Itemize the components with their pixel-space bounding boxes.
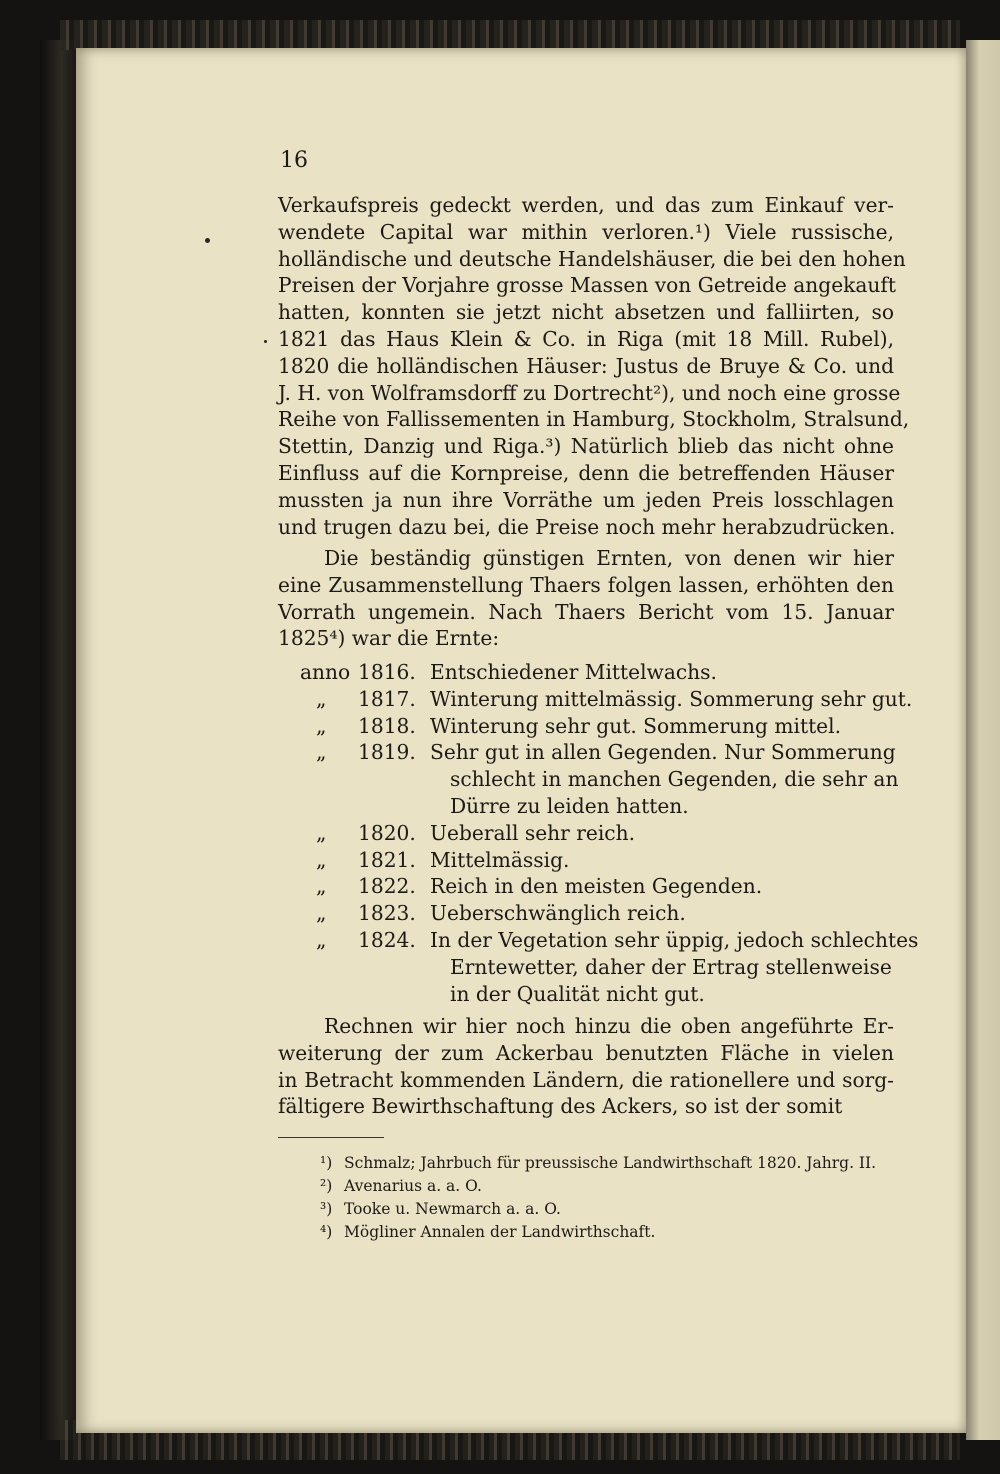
ink-speck bbox=[264, 340, 267, 343]
harvest-description bbox=[430, 739, 899, 819]
ink-speck bbox=[205, 238, 210, 243]
harvest-year: 1818. bbox=[358, 713, 416, 738]
binding-edge-top bbox=[60, 20, 960, 50]
harvest-year: 1816. bbox=[358, 660, 416, 684]
footnote-mark: ²) bbox=[320, 1177, 333, 1195]
footnote bbox=[320, 1198, 876, 1221]
ditto-mark: „ bbox=[316, 740, 327, 765]
ditto-mark: „ bbox=[316, 901, 327, 926]
footnote bbox=[320, 1221, 876, 1244]
harvest-description bbox=[430, 686, 913, 713]
paragraph-3 bbox=[278, 1013, 894, 1120]
text-line: weiterung der zum Ackerbau benutzten Fläche in vielen bbox=[278, 1040, 894, 1065]
text-line: Stettin, Danzig und Riga.³) Natürlich blieb das nicht ohne bbox=[278, 434, 894, 459]
harvest-description bbox=[430, 900, 896, 927]
text-line: holländische und deutsche Handelshäuser, die bei den hohen bbox=[278, 246, 906, 271]
harvest-description bbox=[430, 659, 896, 686]
footnotes bbox=[320, 1152, 876, 1244]
text-line: hatten, konnten sie jetzt nicht absetzen und falliirten, so bbox=[278, 300, 894, 325]
harvest-year: 1820. bbox=[358, 820, 416, 845]
harvest-year: 1819. bbox=[358, 740, 416, 765]
ditto-mark: „ bbox=[316, 874, 327, 899]
harvest-description-line: Winterung sehr gut. Sommerung mittel. bbox=[430, 713, 842, 738]
text-line: Preisen der Vorjahre grosse Massen von Getreide angekauft bbox=[278, 273, 897, 298]
harvest-year: 1824. bbox=[358, 927, 416, 952]
footnote-text: Avenarius a. a. O. bbox=[344, 1177, 482, 1195]
text-line: Die beständig günstigen Ernten, von denen wir hier bbox=[324, 546, 894, 570]
text-line: und trugen dazu bei, die Preise noch mehr herabzudrücken. bbox=[278, 514, 896, 539]
footnote-text: Schmalz; Jahrbuch für preussische Landwirthschaft 1820. Jahrg. II. bbox=[344, 1154, 877, 1172]
harvest-year: 1817. bbox=[358, 686, 416, 711]
book-spine bbox=[40, 40, 76, 1440]
text-line: Reihe von Fallissementen in Hamburg, Stockholm, Stralsund, bbox=[278, 407, 910, 432]
footnote bbox=[320, 1175, 876, 1198]
harvest-description bbox=[430, 820, 896, 847]
harvest-description-line: schlecht in manchen Gegenden, die sehr an bbox=[450, 767, 899, 792]
harvest-description bbox=[430, 847, 896, 874]
harvest-description bbox=[430, 713, 896, 740]
paragraph-1 bbox=[278, 192, 910, 540]
harvest-entry bbox=[280, 686, 913, 713]
harvest-description-line: Winterung mittelmässig. Sommerung sehr gut. bbox=[430, 686, 913, 711]
harvest-description bbox=[430, 927, 919, 1007]
ditto-mark: „ bbox=[316, 847, 327, 872]
harvest-description-line: Ueberschwänglich reich. bbox=[430, 901, 686, 926]
footnote-mark: ¹) bbox=[320, 1154, 333, 1172]
harvest-entry bbox=[280, 713, 896, 740]
harvest-entry bbox=[280, 739, 899, 819]
footnote-text: Mögliner Annalen der Landwirthschaft. bbox=[344, 1223, 656, 1241]
harvest-year: 1821. bbox=[358, 847, 416, 872]
footnote-mark: ⁴) bbox=[320, 1223, 333, 1241]
footnote-mark: ³) bbox=[320, 1200, 333, 1218]
ditto-mark: „ bbox=[316, 927, 327, 952]
harvest-description-line: Entschiedener Mittelwachs. bbox=[430, 660, 717, 684]
text-line: wendete Capital war mithin verloren.¹) Viele russische, bbox=[278, 219, 894, 244]
harvest-description-line: Sehr gut in allen Gegenden. Nur Sommerung bbox=[430, 740, 896, 765]
text-line: in Betracht kommenden Ländern, die rationellere und sorg- bbox=[278, 1067, 894, 1092]
text-line: Einfluss auf die Kornpreise, denn die betreffenden Häuser bbox=[278, 460, 894, 485]
harvest-description-line: Dürre zu leiden hatten. bbox=[450, 793, 689, 818]
text-line: fältigere Bewirthschaftung des Ackers, so ist der somit bbox=[278, 1094, 843, 1119]
harvest-description-line: Erntewetter, daher der Ertrag stellenweise bbox=[450, 954, 892, 979]
anno-label: anno bbox=[300, 660, 351, 684]
ditto-mark: „ bbox=[316, 686, 327, 711]
footnote bbox=[320, 1152, 876, 1175]
harvest-description-line: Mittelmässig. bbox=[430, 847, 570, 872]
harvest-description-line: In der Vegetation sehr üppig, jedoch schlechtes bbox=[430, 927, 919, 952]
text-line: 1821 das Haus Klein & Co. in Riga (mit 18 Mill. Rubel), bbox=[278, 326, 894, 351]
text-line: 1825⁴) war die Ernte: bbox=[278, 626, 500, 651]
text-line: 1820 die holländischen Häuser: Justus de Bruye & Co. und bbox=[278, 353, 894, 378]
text-line: Rechnen wir hier noch hinzu die oben angeführte Er- bbox=[324, 1014, 894, 1038]
text-line: J. H. von Wolframsdorff zu Dortrecht²), und noch eine grosse bbox=[278, 380, 901, 405]
harvest-entry bbox=[280, 659, 896, 686]
harvest-year: 1822. bbox=[358, 874, 416, 899]
harvest-entry bbox=[280, 847, 896, 874]
footnote-text: Tooke u. Newmarch a. a. O. bbox=[344, 1200, 561, 1218]
harvest-entry bbox=[280, 927, 919, 1007]
text-line: mussten ja nun ihre Vorräthe um jeden Preis losschlagen bbox=[278, 487, 894, 512]
ditto-mark: „ bbox=[316, 820, 327, 845]
harvest-list bbox=[280, 659, 919, 1007]
harvest-description-line: Ueberall sehr reich. bbox=[430, 820, 635, 845]
adjacent-page-edge bbox=[966, 40, 1000, 1440]
text-line: Vorrath ungemein. Nach Thaers Bericht vom 15. Januar bbox=[278, 599, 894, 624]
page-number: 16 bbox=[280, 148, 308, 173]
harvest-entry bbox=[280, 873, 896, 900]
text-line: Verkaufspreis gedeckt werden, und das zum Einkauf ver- bbox=[278, 193, 894, 217]
harvest-description bbox=[430, 873, 896, 900]
footnote-rule bbox=[278, 1137, 384, 1138]
ditto-mark: „ bbox=[316, 713, 327, 738]
paragraph-2 bbox=[278, 545, 894, 652]
text-line: eine Zusammenstellung Thaers folgen lassen, erhöhten den bbox=[278, 572, 894, 597]
harvest-entry bbox=[280, 820, 896, 847]
harvest-entry bbox=[280, 900, 896, 927]
harvest-description-line: in der Qualität nicht gut. bbox=[450, 981, 705, 1006]
harvest-year: 1823. bbox=[358, 901, 416, 926]
harvest-description-line: Reich in den meisten Gegenden. bbox=[430, 874, 763, 899]
